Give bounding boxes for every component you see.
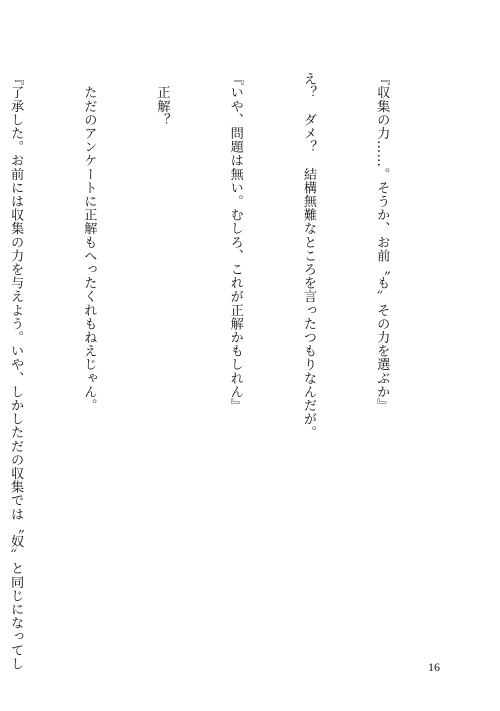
text-line: ただのアンケートに正解もへったくれもねえじゃん。	[81, 72, 97, 412]
text-line: 『いや、問題は無い。むしろ、これが正解かもしれん』	[227, 72, 243, 412]
text-line: 『了承した。お前には収集の力を与えよう。いや、しかしただの収集では〝奴〟と同じになってし	[8, 72, 24, 671]
text-line: 正解？	[154, 72, 170, 127]
page-number: 16	[428, 660, 440, 674]
text-line: え？ ダメ？ 結構無難なところを言ったつもりなんだが。	[300, 72, 316, 440]
text-line: 『収集の力……。そうか、お前〝も〟その力を選ぶか』	[374, 72, 390, 412]
